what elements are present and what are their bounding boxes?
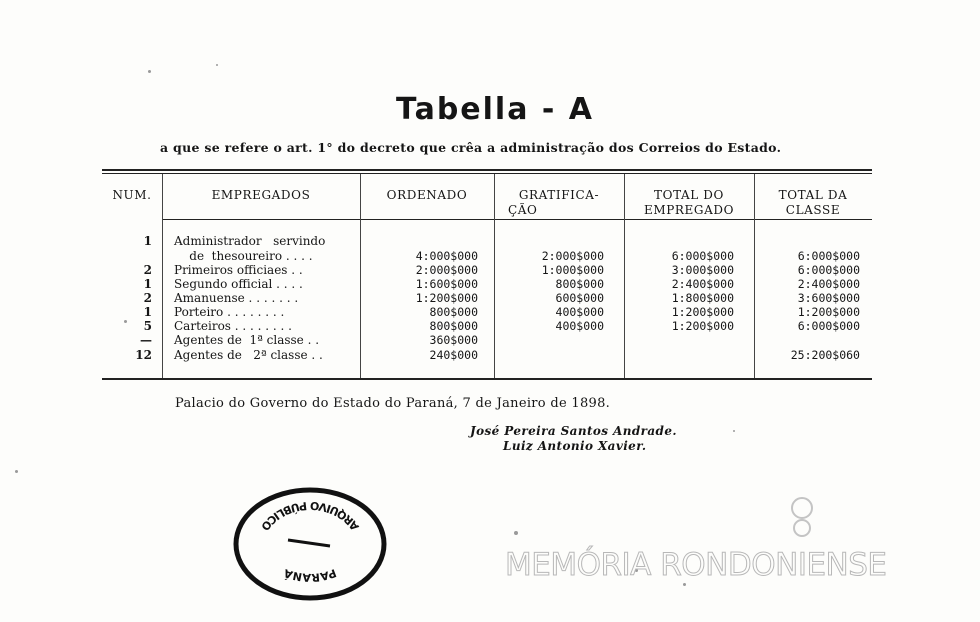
paper-speck [148,70,151,73]
cell-ordenado: 1:600$000 [415,277,478,291]
cell-total-empregado: 1:200$000 [671,305,734,319]
header-total-classe-line1: TOTAL DA [778,188,848,202]
cell-gratificacao: 600$000 [555,291,604,305]
cell-total-empregado: 2:400$000 [671,277,734,291]
paper-speck [216,64,218,66]
cell-num: 1 [143,234,152,248]
cell-gratificacao: 2:000$000 [541,249,604,263]
header-gratificacao-line2: ÇÃO [508,203,538,217]
cell-num: 1 [143,305,152,319]
header-empregados: EMPREGADOS [211,188,311,202]
cell-total-classe: 6:000$000 [797,249,860,263]
header-total-empregado-line2: EMPREGADO [643,203,735,217]
table-row [0,319,980,333]
cell-gratificacao: 400$000 [555,305,604,319]
cell-empregados: Agentes de 2ª classe . . [174,348,323,362]
table-row [0,348,980,362]
header-total-empregado-line1: TOTAL DO [654,188,724,202]
document-subtitle: a que se refere o art. 1° do decreto que crêa a administração dos Correios do Estado. [160,140,782,155]
header-total-classe [754,188,872,218]
cell-num: — [140,333,152,347]
cell-num: 2 [143,263,152,277]
cell-empregados: Amanuense . . . . . . . [174,291,299,305]
header-gratificacao-line1: GRATIFICA- [518,188,600,202]
cell-ordenado: 360$000 [429,333,478,347]
cell-ordenado: 800$000 [429,305,478,319]
header-num: NUM. [112,188,152,202]
table-row [0,305,980,319]
header-gratificacao [494,188,624,218]
cell-total-classe: 6:000$000 [797,319,860,333]
cell-empregados: Administrador servindo [174,234,326,248]
header-ordenado: ORDENADO [386,188,468,202]
table-row [0,263,980,277]
cell-total-classe: 6:000$000 [797,263,860,277]
cell-ordenado: 4:000$000 [415,249,478,263]
cell-ordenado: 1:200$000 [415,291,478,305]
watermark-logo-icon [778,494,826,542]
watermark-text: MEMÓRIA RONDONIENSE [505,547,887,583]
cell-empregados: Primeiros officiaes . . [174,263,303,277]
header-total-classe-line2: CLASSE [785,203,841,217]
table-row [0,277,980,291]
cell-num: 5 [143,319,152,333]
table-row [0,234,980,248]
document-footer: Palacio do Governo do Estado do Paraná, 7 de Janeiro de 1898. [175,396,611,411]
cell-gratificacao: 800$000 [555,277,604,291]
table-row [0,333,980,347]
paper-speck [514,531,518,535]
cell-total-empregado: 3:000$000 [671,263,734,277]
cell-num: 1 [143,277,152,291]
stamp-bottom-text: ARQUIVO PÚBLICO [258,498,362,534]
archive-stamp [230,486,390,602]
cell-total-classe: 2:400$000 [797,277,860,291]
cell-total-empregado: 6:000$000 [671,249,734,263]
cell-total-empregado: 1:200$000 [671,319,734,333]
cell-empregados: Segundo official . . . . [174,277,303,291]
svg-text:PARANÁ [282,566,338,584]
cell-empregados: Porteiro . . . . . . . . [174,305,285,319]
paper-speck [15,470,18,473]
table-row [0,249,980,263]
cell-empregados: Agentes de 1ª classe . . [174,333,320,347]
cell-total-empregado: 1:800$000 [671,291,734,305]
cell-ordenado: 800$000 [429,319,478,333]
stamp-top-text: PARANÁ [282,566,339,585]
cell-ordenado: 240$000 [429,348,478,362]
cell-num: 2 [143,291,152,305]
cell-total-classe: 25:200$060 [790,348,860,362]
cell-total-classe: 3:600$000 [797,291,860,305]
table-row [0,291,980,305]
cell-empregados: de thesoureiro . . . . [174,249,313,263]
paper-speck [733,430,735,432]
cell-empregados: Carteiros . . . . . . . . [174,319,292,333]
cell-ordenado: 2:000$000 [415,263,478,277]
signature-line: Luiz Antonio Xavier. [503,439,647,453]
signature-line: José Pereira Santos Andrade. [470,424,677,438]
cell-gratificacao: 1:000$000 [541,263,604,277]
document-title: Tabella - A [395,92,595,127]
paper-speck [683,583,686,586]
cell-total-classe: 1:200$000 [797,305,860,319]
svg-text:ARQUIVO PÚBLICO [258,499,361,533]
cell-num: 12 [135,348,152,362]
header-total-empregado [624,188,754,218]
cell-gratificacao: 400$000 [555,319,604,333]
